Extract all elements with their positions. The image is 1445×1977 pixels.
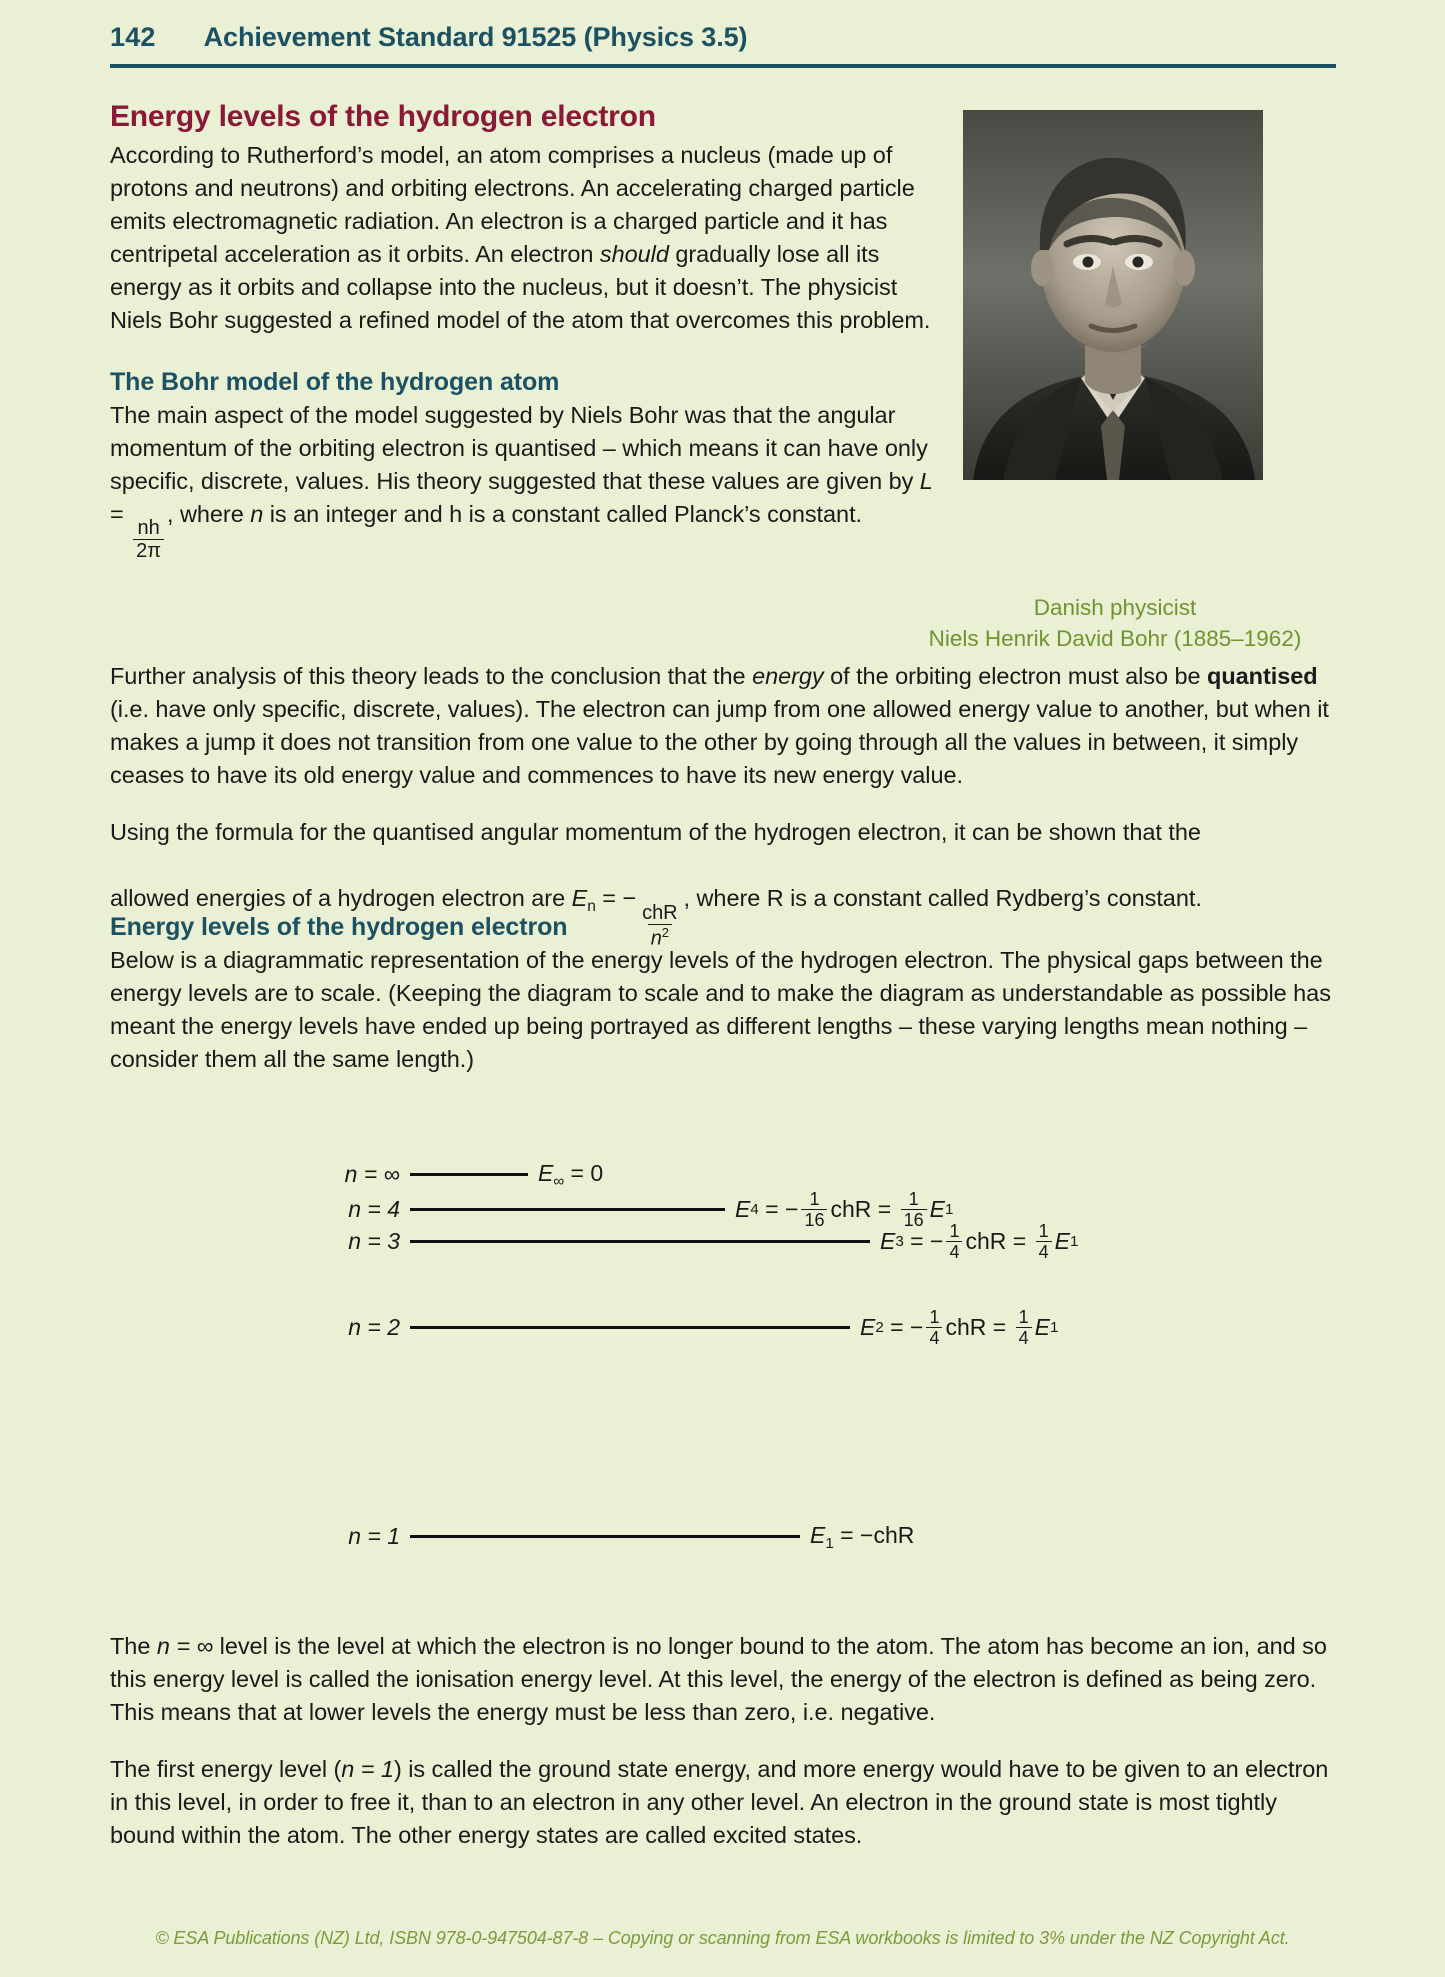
paragraph-quantised: [110, 660, 1336, 792]
caption-line-2: Niels Henrik David Bohr (1885–1962): [928, 626, 1302, 651]
level-line-4: [410, 1208, 725, 1211]
fraction-numerator: 1: [809, 1189, 820, 1209]
fraction-1-4-b: [1036, 1222, 1052, 1261]
formula-L-symbol: L: [919, 467, 933, 494]
E1-subscript: 1: [944, 1201, 954, 1218]
formula-En-equals: =: [602, 885, 616, 911]
para2-n-italic: n: [250, 500, 264, 527]
fraction-numerator: chR: [642, 901, 678, 924]
p3-b: , where R is a constant called Rydberg’s constant.: [683, 885, 1202, 911]
E-value: −chR: [860, 1522, 915, 1548]
p1-a: Further analysis of this theory leads to the conclusion that the: [110, 663, 753, 689]
E-symbol: E: [538, 1160, 554, 1186]
level-line-3: [410, 1240, 870, 1243]
para1-emphasis: should: [599, 240, 669, 267]
E1-subscript: 1: [1069, 1233, 1079, 1250]
caption-line-1: Danish physicist: [1033, 595, 1197, 620]
paragraph-diagram-intro: Below is a diagrammatic representation of the energy levels of the hydrogen electron. The physical gaps between the energy levels are to scale. (Keeping the diagram to scale and to make the diagram as understandable as possible has meant the energy levels have ended up being portrayed as different lengths – these varying lengths mean nothing – consider them all the same length.): [110, 947, 1331, 1072]
level-line-1: [410, 1535, 800, 1538]
page-header: [110, 22, 1335, 53]
level-equation-infinity: $E_\infty = 0$: [538, 1160, 604, 1190]
E-subscript: 2: [875, 1319, 884, 1336]
photo-niels-bohr: [963, 110, 1263, 480]
section-heading-energy-levels: Energy levels of the hydrogen electron: [110, 100, 656, 133]
section-heading-energy-levels-2: Energy levels of the hydrogen electron: [110, 913, 568, 941]
fraction-numerator: nh: [137, 517, 160, 540]
fraction-numerator: 1: [1038, 1221, 1049, 1241]
paragraph-ionisation: [110, 1630, 1336, 1729]
chR-text: chR: [945, 1314, 987, 1340]
body-block-2: [110, 912, 1336, 1076]
E-symbol: E: [880, 1228, 896, 1254]
formula-En-minus: −: [622, 885, 637, 911]
fraction-denominator: 16: [801, 1209, 827, 1229]
body-block-1: [110, 660, 1336, 949]
level-line-2: [410, 1326, 850, 1329]
fraction-denominator: 16: [901, 1209, 927, 1229]
E-symbol: E: [735, 1196, 751, 1222]
E1-symbol: E: [929, 1196, 945, 1222]
energy-level-2: [328, 1308, 1058, 1347]
close2-a: The first energy level (: [110, 1756, 342, 1782]
chR-text: chR: [830, 1196, 872, 1222]
E-subscript: 4: [750, 1201, 759, 1218]
para1-part-a: According to Rutherford’s model, an atom comprises a nucleus (made up of protons and neutrons) and orbiting electrons. An accelerating charged particle emits electromagnetic radiation. An electron is a charged particle and it has centripetal acceleration as it orbits. An electron: [110, 141, 915, 267]
fraction-numerator: 1: [929, 1307, 940, 1327]
para2-part-a: The main aspect of the model suggested by Niels Bohr was that the angular momentum of the orbiting electron is quantised – which means it can have only specific, discrete, values. His theory suggested that these values are given by: [110, 401, 928, 494]
E-symbol: E: [810, 1522, 826, 1548]
paragraph-ground-state: [110, 1753, 1336, 1852]
level-label-n-1: n = 1: [348, 1523, 400, 1550]
section-heading-bohr-model: The Bohr model of the hydrogen atom: [110, 367, 560, 396]
fraction-denominator: 2π: [133, 539, 164, 561]
E1-symbol: E: [1054, 1228, 1070, 1254]
paragraph-using-formula: Using the formula for the quantised angular momentum of the hydrogen electron, it can be shown that the: [110, 819, 1201, 845]
E-symbol: E: [860, 1314, 876, 1340]
paragraph-bohr-model: [110, 399, 940, 562]
para2-part-c: is an integer and h is a constant called Planck’s constant.: [263, 500, 863, 527]
formula-En-subscript: n: [587, 897, 596, 915]
chR-text: chR: [965, 1228, 1007, 1254]
fraction-denominator: 4: [946, 1241, 962, 1261]
photo-caption: [900, 592, 1330, 654]
level-equation-2: E 2 = − $\frac{1}{4}$ chR = $\frac{1}{4}$ E 1: [860, 1307, 1059, 1348]
fraction-denominator: 4: [1036, 1241, 1052, 1261]
fraction-denominator: 4: [926, 1327, 942, 1347]
E1-symbol: E: [1034, 1314, 1050, 1340]
p1-b: of the orbiting electron must also be: [823, 663, 1208, 689]
level-equation-4: E 4 = − $\frac{1}{16}$ chR = $\frac{1}{16}$ E 1: [735, 1189, 954, 1230]
formula-nh-over-2pi: [133, 518, 164, 561]
fraction-1-4: [946, 1222, 962, 1261]
den-var: n: [650, 927, 662, 950]
level-equation-3: E 3 = − $\frac{1}{4}$ chR = $\frac{1}{4}$ E 1: [880, 1221, 1079, 1262]
fraction-denominator: 4: [1016, 1327, 1032, 1347]
close1-math: n = ∞: [156, 1633, 214, 1659]
E-subscript: ∞: [553, 1172, 565, 1190]
den-exponent: 2: [661, 924, 669, 940]
energy-level-diagram: [110, 1160, 1336, 1580]
close2-b: ) is called the ground state energy, and more energy would have to be given to an electron in this level, in order to free it, than to an electron in any other level. An electron in the ground state is most tightly bound within the atom. The other energy states are called excited states.: [110, 1756, 1329, 1848]
formula-L-equals: =: [110, 500, 124, 527]
level-line-infinity: [410, 1173, 528, 1176]
E-subscript: 1: [825, 1534, 834, 1552]
paragraph-rutherford-model: [110, 139, 940, 337]
energy-level-3: [328, 1222, 1078, 1261]
close1-a: The: [110, 1633, 157, 1659]
para2-part-b: , where: [167, 500, 251, 527]
formula-En-symbol: E: [571, 885, 588, 911]
fraction-1-4-c: [926, 1308, 942, 1347]
p1-energy-italic: energy: [752, 663, 824, 689]
p3-a: allowed energies of a hydrogen electron are: [110, 885, 572, 911]
page-title: Achievement Standard 91525 (Physics 3.5): [203, 22, 748, 52]
body-block-3: [110, 1630, 1336, 1852]
level-label-n-infinity: n = ∞: [344, 1161, 400, 1188]
p1-quantised-bold: quantised: [1207, 663, 1318, 689]
energy-level-1: [328, 1522, 914, 1552]
level-equation-1: $E_1 = -chR$: [810, 1522, 915, 1552]
energy-level-infinity: [328, 1160, 603, 1190]
level-label-n-2: n = 2: [348, 1314, 400, 1340]
portrait-illustration: [963, 110, 1263, 480]
fraction-numerator: 1: [949, 1221, 960, 1241]
page-number: 142: [110, 22, 156, 52]
p1-c: (i.e. have only specific, discrete, values). The electron can jump from one allowed energy value to another, but when it makes a jump it does not transition from one value to the other by going through all the values in between, it simply ceases to have its old energy value and commences to have its new energy value.: [110, 696, 1329, 788]
E-subscript: 3: [895, 1233, 904, 1250]
close2-math: n = 1: [341, 1756, 394, 1782]
close1-b: level is the level at which the electron is no longer bound to the atom. The atom has become an ion, and so this energy level is called the ionisation energy level. At this level, the energy of the electron is defined as being zero. This means that at lower levels the energy must be less than zero, i.e. negative.: [110, 1633, 1327, 1725]
E1-subscript: 1: [1049, 1319, 1059, 1336]
intro-column: [110, 100, 940, 561]
page-footer-copyright: © ESA Publications (NZ) Ltd, ISBN 978-0-947504-87-8 – Copying or scanning from ESA workbooks is limited to 3% under the NZ Copyright Act.: [155, 1928, 1290, 1948]
fraction-numerator: 1: [908, 1189, 919, 1209]
level-label-n-4: n = 4: [348, 1196, 400, 1222]
E-value: 0: [590, 1160, 604, 1186]
level-label-n-3: n = 3: [348, 1228, 400, 1254]
header-divider: [110, 64, 1336, 68]
fraction-numerator: 1: [1018, 1307, 1029, 1327]
fraction-1-4-d: [1016, 1308, 1032, 1347]
para1-part-b: gradually lose all its energy as it orbits and collapse into the nucleus, but it doesn’t. The physicist Niels Bohr suggested a refined model of the atom that overcomes this problem.: [110, 240, 931, 333]
